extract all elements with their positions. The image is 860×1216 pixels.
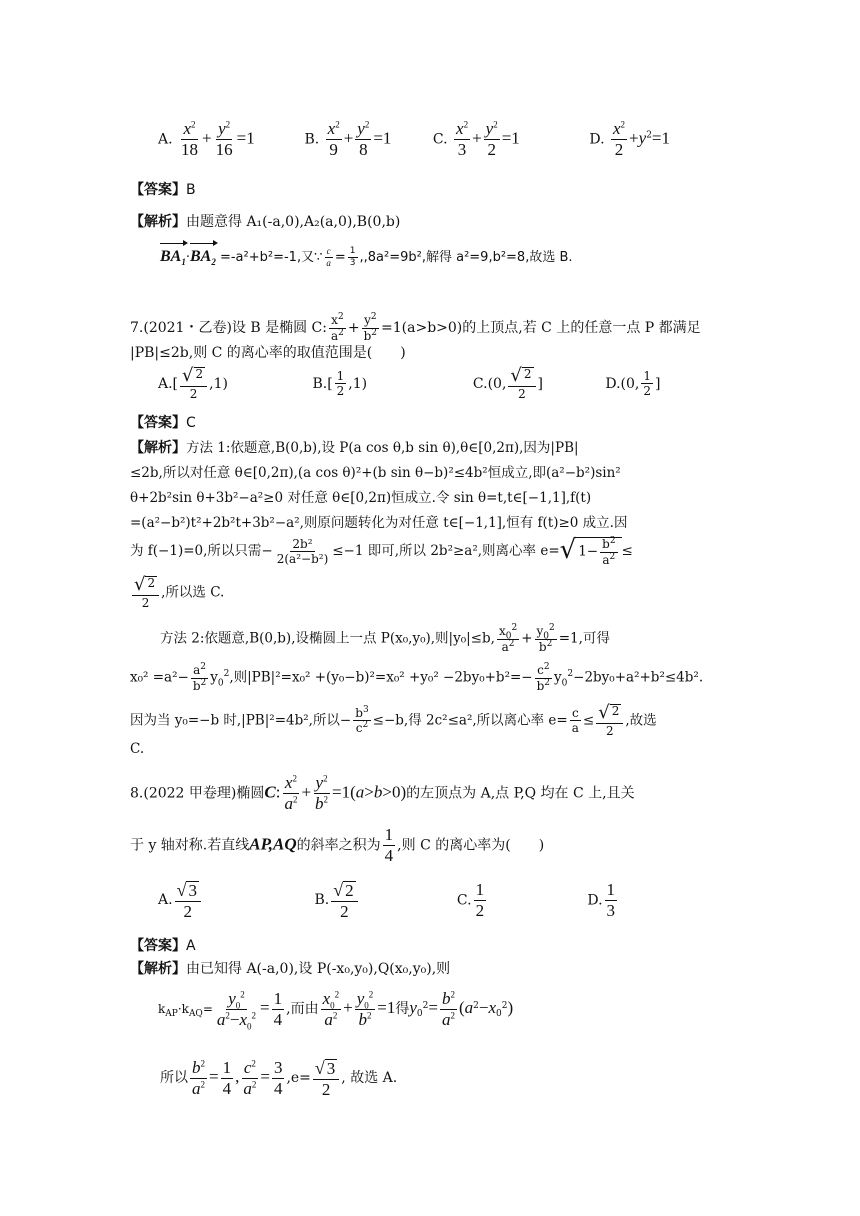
- q7-m2-line-3: 因为当 y₀=−b 时,|PB|²=4b²,所以− $\frac{b^3}{c^2}$ ≤−b,得 2c²≤a²,所以离心率 e= $\frac{c}{a}$ ≤ √ 2 2 ,故选: [130, 702, 657, 738]
- denominator: 18: [181, 139, 199, 159]
- analysis-text: ·k: [177, 1001, 189, 1016]
- q8-option-b: B. √ 2 2: [314, 880, 452, 920]
- answer-value: C: [186, 415, 196, 431]
- line-names: AP,AQ: [249, 834, 297, 854]
- analysis-text: 得: [395, 1000, 410, 1017]
- q6-analysis-line-1: [130, 211, 400, 233]
- analysis-text: ≤2b,所以对任意 θ∈[0,2π),(a cos θ)²+(b sin θ−b)²≤4b²恒成立,即(a²−b²)sin²: [130, 465, 621, 481]
- q6-analysis-line-2: $BA_1\cdot BA_2 =-a^2+b^2=-1$,又∵ $\frac{c}{a}$ = $\frac{1}{3}$ ,,8a²=9b²,解得 a²=9,b²=8,故选 B.: [160, 245, 573, 268]
- stem-text: 的斜率之积为: [296, 837, 381, 854]
- q8-analysis-line-2: $k_{AP}\cdot k_{AQ}=$ $\frac{y_0^2}{a^2-x_0^2}$ = $\frac{1}{4}$ ,而由 $\frac{x_0^2}{a^2}$ + $\frac{y_0^2}{b^2}$ =1得$y_0^2=$ $\frac{b^2}{a^2}$ $(a^2-x_0^2)$: [158, 989, 514, 1032]
- option-label: B.: [304, 131, 320, 148]
- analysis-text: ≤−b,得 2c²≤a²,所以离心率 e=: [372, 712, 568, 729]
- option-end: ]: [537, 375, 543, 392]
- stem-text: 7.(2021・乙卷)设 B 是椭圆 C:: [130, 320, 327, 337]
- vector-ba1: [160, 246, 186, 268]
- analysis-text: 所以: [160, 1070, 188, 1087]
- answer-value: A: [186, 938, 196, 954]
- vector-name: BA: [189, 248, 212, 265]
- stem-text: 的左顶点为 A,点 P,Q 均在 C 上,且关: [406, 785, 635, 802]
- analysis-text: C.: [130, 741, 145, 757]
- fraction-den: a: [326, 258, 331, 268]
- option-label: A.[: [158, 375, 179, 392]
- q6-option-c: C. $\frac{x^2}{3}$ + $\frac{y^2}{2}$ =1: [432, 119, 520, 159]
- q7-option-b: B.[ $\frac{1}{2}$ ,1): [312, 368, 368, 399]
- rhs: =1: [501, 128, 520, 148]
- option-label: A.: [158, 131, 173, 148]
- analysis-text: θ+2b²sin θ+3b²−a²≥0 对任意 θ∈[0,2π)恒成立.令 sin θ=t,t∈[−1,1],f(t): [130, 490, 592, 506]
- sqrt-expression: √ 1− $\frac{b^2}{a^2}$: [560, 537, 622, 566]
- equals: =: [202, 1001, 213, 1016]
- q7-m1-line-3: [130, 487, 591, 509]
- answer-value: B: [186, 182, 196, 198]
- q7-m2-line-4: [130, 738, 144, 760]
- q6-option-b: B. $\frac{x^2}{9}$ + $\frac{y^2}{8}$ =1: [304, 119, 392, 159]
- analysis-text: −2by₀+a²+b²≤4b².: [573, 669, 704, 686]
- stem-text: =1(a>b>0)的上顶点,若 C 上的任意一点 P 都满足: [381, 320, 701, 337]
- q8-options: [158, 880, 619, 920]
- subscript: AQ: [188, 1009, 203, 1020]
- q7-m1-line-6: √ 2 2 ,所以选 C.: [134, 574, 225, 610]
- analysis-text: 由题意得 A₁(-a,0),A₂(a,0),B(0,b): [186, 214, 401, 230]
- denominator: 8: [359, 139, 368, 159]
- rhs: =1: [373, 128, 392, 148]
- denominator: 16: [215, 139, 233, 159]
- q7-m2-line-1: 方法 2:依题意,B(0,b),设椭圆上一点 P(x₀,y₀),则|y₀|≤b, $\frac{x_0^2}{a^2}$ + $\frac{y_0^2}{b^2}$ =1,可得: [160, 623, 610, 654]
- option-label: C.: [432, 131, 448, 148]
- analysis-text: 方法 2:依题意,B(0,b),设椭圆上一点 P(x₀,y₀),则|y₀|≤b,: [160, 630, 495, 647]
- q7-m1-line-2: [130, 462, 621, 484]
- q7-m2-line-2: x₀² =a²− $\frac{a^2}{b^2}$ $y_0^2$,则|PB|²=x₀² +(y₀−b)²=x₀² +y₀² −2by₀+b²=− $\frac{c^2}{b^2}$ $y_0^2-2by_0+a^2+b^2\le 4b^2$.: [130, 662, 704, 693]
- q7-answer: [130, 412, 196, 434]
- q8-analysis-line-3: 所以 $\frac{b^2}{a^2}$ = $\frac{1}{4}$ , $\frac{c^2}{a^2}$ = $\frac{3}{4}$ ,e= √ 3 2 , 故选 A.: [160, 1057, 398, 1099]
- rhs: =1: [236, 128, 255, 148]
- analysis-text: , 故选 A.: [341, 1070, 398, 1087]
- answer-tag: 【答案】: [130, 938, 186, 954]
- vector-name: BA: [160, 248, 182, 265]
- option-label: D.: [587, 892, 603, 909]
- option-label: C.(0,: [472, 375, 507, 392]
- q8-stem-line-2: 于 y 轴对称.若直线AP,AQ的斜率之积为 $\frac{1}{4}$ ,则 C 的离心率为( ): [130, 825, 545, 865]
- rhs: =1: [651, 128, 671, 148]
- option-label: B.: [314, 892, 330, 909]
- option-label: A.: [158, 892, 173, 909]
- analysis-text: ,而由: [286, 1000, 319, 1017]
- analysis-text: 方法 1:依题意,B(0,b),设 P(a cos θ,b sin θ),θ∈[0,2π),因为|PB|: [186, 440, 579, 456]
- analysis-text: ,,8a²=9b²,解得 a²=9,b²=8,故选 B.: [359, 250, 573, 265]
- analysis-text: ,故选: [625, 712, 657, 729]
- analysis-text: =1,可得: [558, 630, 610, 647]
- q7-m1-line-1: [130, 437, 579, 459]
- vector-sub: 2: [211, 257, 216, 268]
- fraction-den: 2(a²−b²): [276, 552, 329, 567]
- q8-option-a: A. √ 3 2: [158, 880, 310, 920]
- option-end: ]: [655, 375, 661, 392]
- answer-tag: 【答案】: [130, 415, 186, 431]
- q6-option-a: A. $\frac{x^2}{18}$ + $\frac{y^2}{16}$ =1: [158, 119, 255, 159]
- analysis-text: ≤−1 即可,所以 2b²≥a²,则离心率 e=: [332, 543, 560, 560]
- option-label: D.: [589, 131, 605, 148]
- option-end: ,1): [348, 375, 368, 392]
- q8-answer: [130, 935, 196, 957]
- analysis-text: ,e=: [286, 1070, 311, 1087]
- analysis-text: ≤: [582, 712, 595, 729]
- analysis-tag: 【解析】: [130, 440, 186, 456]
- analysis-tag: 【解析】: [130, 214, 186, 230]
- analysis-text: ,所以选 C.: [161, 584, 225, 601]
- option-label: D.(0,: [605, 375, 640, 392]
- q8-option-c: C. $\frac{1}{2}$: [456, 879, 485, 920]
- analysis-text: k: [158, 1001, 166, 1016]
- option-label: B.[: [312, 375, 333, 392]
- fraction-num: c: [325, 247, 333, 258]
- subscript: AP: [165, 1009, 178, 1020]
- q7-option-a: A.[ √ 2 2 ,1): [158, 365, 228, 401]
- q8-stem-line-1: 8.(2022 甲卷理)椭圆C: $\frac{x^2}{a^2}$ + $\frac{y^2}{b^2}$ =1(a>b>0)的左顶点为 A,点 P,Q 均在 C 上,且关: [130, 773, 635, 813]
- stem-text: |PB|≤2b,则 C 的离心率的取值范围是( ): [130, 345, 406, 361]
- stem-text: 于 y 轴对称.若直线: [130, 837, 250, 854]
- denominator: 3: [457, 139, 467, 159]
- denominator: 2: [487, 139, 496, 159]
- vector-sub: 1: [181, 257, 186, 268]
- equals: =: [334, 250, 346, 265]
- analysis-text: x₀² =a²−: [130, 669, 189, 686]
- q6-option-d: D. $\frac{x^2}{2}$ $+y^2=1$: [589, 119, 671, 159]
- q7-m1-line-5: 为 f(−1)=0,所以只需− $\frac{\text{2b²}}{\text{2(a²−b²)}}$ ≤−1 即可,所以 2b²≥a²,则离心率 e= √ 1− $\frac{b^2}{a^2}$ ≤: [130, 535, 633, 567]
- analysis-text: ,则|PB|²=x₀² +(y₀−b)²=x₀² +y₀² −2by₀+b²=−: [229, 669, 533, 686]
- q8-option-d: D. $\frac{1}{3}$: [587, 879, 616, 920]
- q7-options: [158, 367, 660, 407]
- analysis-text: 为 f(−1)=0,所以只需−: [130, 543, 273, 560]
- stem-text: ,则 C 的离心率为( ): [397, 837, 545, 854]
- analysis-text: =(a²−b²)t²+2b²t+3b²−a²,则原问题转化为对任意 t∈[−1,1],恒有 f(t)≥0 成立.因: [130, 515, 628, 531]
- q7-stem-line-1: 7.(2021・乙卷)设 B 是椭圆 C: $\frac{x^2}{a^2}$ + $\frac{y^2}{b^2}$ =1(a>b>0)的上顶点,若 C 上的任意一点 P 都满足: [130, 312, 701, 343]
- option-end: ,1): [209, 375, 228, 392]
- denominator: 9: [329, 139, 338, 159]
- q7-stem-line-2: [130, 342, 406, 364]
- analysis-text: 由已知得 A(-a,0),设 P(-x₀,y₀),Q(x₀,y₀),则: [186, 961, 451, 977]
- fraction-den: 3: [349, 258, 356, 268]
- q7-option-d: D.(0, $\frac{1}{2}$ ]: [605, 368, 661, 399]
- analysis-tag: 【解析】: [130, 961, 186, 977]
- stem-text: 8.(2022 甲卷理)椭圆: [130, 785, 265, 802]
- fraction-num: 1: [348, 247, 358, 258]
- q6-options: [158, 120, 670, 160]
- denominator: 2: [614, 139, 624, 159]
- analysis-text: =-a²+b²=-1,又∵: [219, 250, 323, 265]
- q6-answer: [130, 179, 196, 201]
- vector-ba2: [190, 246, 216, 268]
- option-label: C.: [456, 892, 472, 909]
- answer-tag: 【答案】: [130, 182, 186, 198]
- q8-analysis-line-1: [130, 958, 450, 980]
- q7-m1-line-4: [130, 512, 627, 534]
- analysis-text: 因为当 y₀=−b 时,|PB|²=4b²,所以−: [130, 712, 352, 729]
- fraction-num: 2b²: [292, 536, 313, 551]
- q7-option-c: C.(0, √ 2 2 ]: [472, 365, 543, 401]
